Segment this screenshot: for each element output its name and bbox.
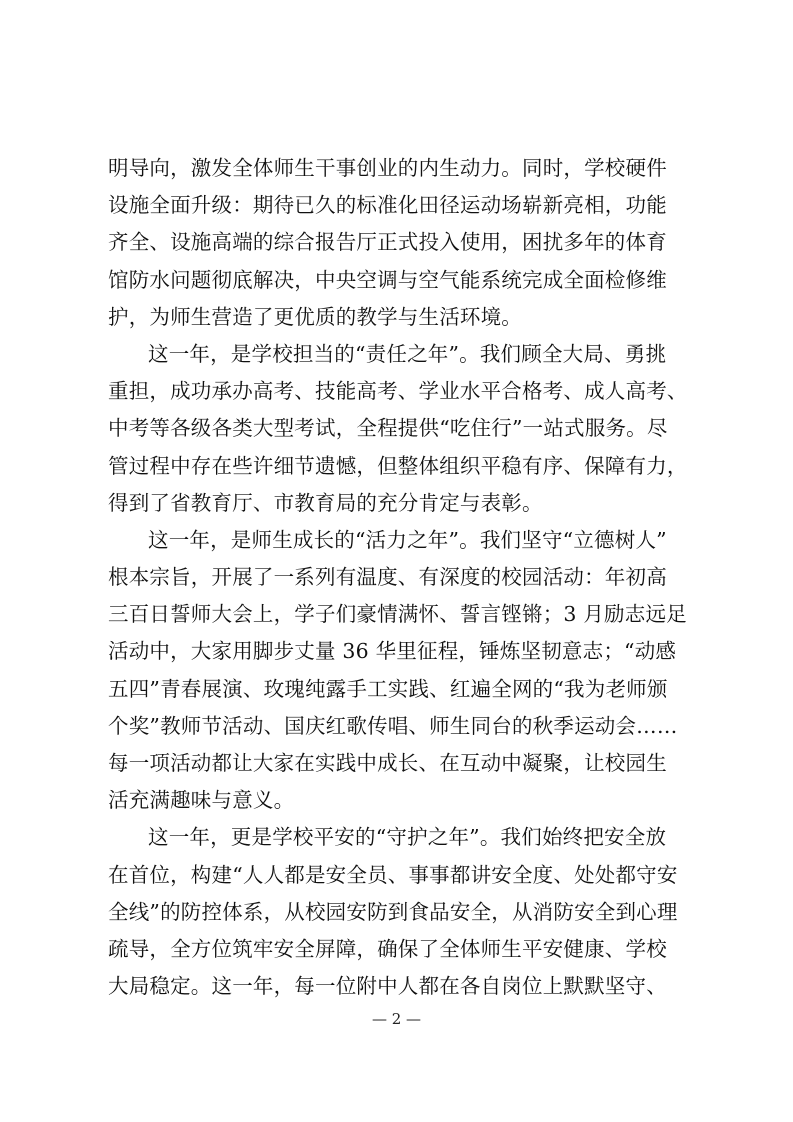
text-line: 得到了省教育厅、市教育局的充分肯定与表彰。	[108, 490, 543, 515]
text-line: 每一项活动都让大家在实践中成长、在互动中凝聚，让校园生	[108, 751, 667, 775]
text-line: 在首位，构建“人人都是安全员、事事都讲安全度、处处都守安	[108, 862, 678, 887]
text-line: 全线”的防控体系，从校园安防到食品安全，从消防安全到心理	[108, 899, 678, 924]
text-line: 这一年，更是学校平安的“守护之年”。我们始终把安全放	[148, 825, 667, 850]
text-line: 这一年，是学校担当的“责任之年”。我们顾全大局、勇挑	[148, 341, 667, 366]
text-line: 明导向，激发全体师生干事创业的内生动力。同时，学校硬件	[108, 156, 667, 180]
text-line: 疏导，全方位筑牢安全屏障，确保了全体师生平安健康、学校	[108, 936, 667, 961]
paragraph	[108, 522, 718, 820]
text-line: 个奖”教师节活动、国庆红歌传唱、师生同台的秋季运动会……	[108, 713, 678, 738]
text-line: 大局稳定。这一年，每一位附中人都在各自岗位上默默坚守、	[108, 974, 667, 999]
text-line: 齐全、设施高端的综合报告厅正式投入使用，困扰多年的体育	[108, 230, 667, 255]
text-line: 护，为师生营造了更优质的教学与生活环境。	[108, 304, 522, 329]
body-text	[108, 150, 718, 1005]
paragraph	[108, 336, 718, 522]
text-line: 中考等各级各类大型考试，全程提供“吃住行”一站式服务。尽	[108, 416, 668, 441]
text-line: 五四”青春展演、玫瑰纯露手工实践、红遍全网的“我为老师颁	[108, 676, 668, 701]
text-line: 设施全面升级：期待已久的标准化田径运动场崭新亮相，功能	[108, 193, 667, 218]
text-line: 活充满趣味与意义。	[108, 788, 295, 813]
text-line: 根本宗旨，开展了一系列有温度、有深度的校园活动：年初高	[108, 565, 667, 590]
paragraph	[108, 150, 718, 336]
text-line: 这一年，是师生成长的“活力之年”。我们坚守“立德树人”	[148, 527, 667, 552]
text-line: 管过程中存在些许细节遗憾，但整体组织平稳有序、保障有力，	[108, 453, 688, 478]
text-line: 三百日誓师大会上，学子们豪情满怀、誓言铿锵；3 月励志远足	[108, 602, 687, 627]
paragraph	[108, 819, 718, 1005]
text-line: 活动中，大家用脚步丈量 36 华里征程，锤炼坚韧意志；“动感	[108, 639, 677, 664]
text-line: 馆防水问题彻底解决，中央空调与空气能系统完成全面检修维	[108, 267, 667, 292]
page-number: — 2 —	[371, 1010, 422, 1028]
text-line: 重担，成功承办高考、技能高考、学业水平合格考、成人高考、	[108, 379, 688, 404]
